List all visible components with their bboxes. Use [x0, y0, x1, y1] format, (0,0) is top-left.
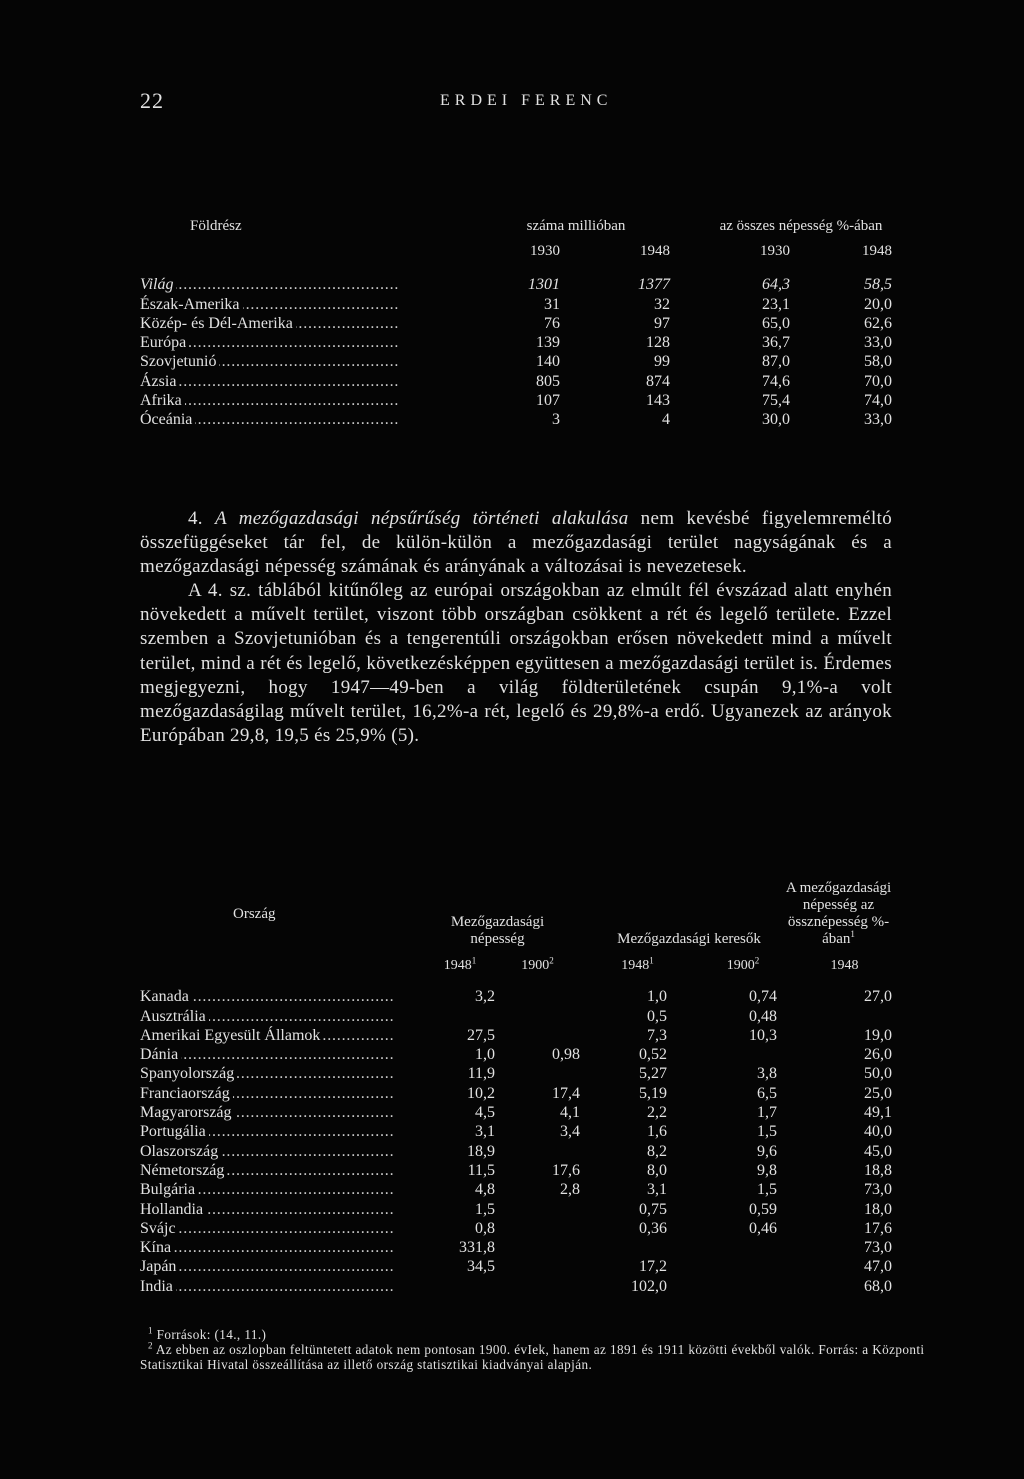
table1-row — [140, 333, 892, 352]
table1-row — [140, 295, 892, 314]
cell: 9,8 — [757, 1161, 777, 1179]
cell: 5,27 — [639, 1065, 667, 1083]
cell: 4,8 — [475, 1181, 495, 1199]
cell: 68,0 — [864, 1277, 892, 1295]
table2-group3-text: A mezőgazdasági népesség az össznépesség %-ában — [785, 880, 892, 947]
cell — [685, 1045, 785, 1064]
cell: 331,8 — [459, 1239, 495, 1257]
cell: 0,46 — [749, 1219, 777, 1237]
row-label: Kanada — [140, 988, 192, 1005]
cell: 1301 — [528, 276, 560, 294]
table2-year: 1948 — [830, 958, 859, 973]
cell: 1,0 — [647, 988, 667, 1006]
cell: 805 — [536, 372, 560, 390]
cell: 17,2 — [639, 1258, 667, 1276]
cell: 17,6 — [552, 1161, 580, 1179]
cell: 75,4 — [762, 392, 790, 410]
cell: 0,74 — [749, 988, 777, 1006]
page-header — [140, 88, 890, 118]
table2-row — [140, 1161, 892, 1180]
table2-year: 1900$^2$ — [726, 955, 760, 973]
cell: 0,98 — [552, 1046, 580, 1064]
cell: 1,6 — [647, 1123, 667, 1141]
cell: 18,0 — [864, 1200, 892, 1218]
cell — [495, 1142, 580, 1161]
table2-row — [140, 1122, 892, 1141]
table1-row — [140, 275, 892, 294]
cell: 26,0 — [864, 1046, 892, 1064]
cell: 73,0 — [864, 1239, 892, 1257]
cell: 107 — [536, 392, 560, 410]
cell: 7,3 — [647, 1026, 667, 1044]
table2-group1-header: Mezőgazdasági népesség — [450, 914, 545, 947]
cell: 6,5 — [757, 1084, 777, 1102]
agricultural-population-table — [140, 880, 892, 1296]
cell: 2,2 — [647, 1104, 667, 1122]
cell: 1,5 — [475, 1200, 495, 1218]
cell: 10,3 — [749, 1026, 777, 1044]
table2-group2-header: Mezőgazdasági keresők — [617, 931, 761, 947]
cell: 1,5 — [757, 1181, 777, 1199]
table2-row — [140, 1180, 892, 1199]
table2-group3-header — [785, 880, 892, 948]
cell: 11,5 — [467, 1161, 495, 1179]
cell: 47,0 — [864, 1258, 892, 1276]
cell: 3,2 — [475, 988, 495, 1006]
paragraph: A 4. sz. táblából kitűnőleg az európai országokban az elmúlt fél évszázad alatt enyhén növekedett a művelt terület, viszont több országban csökkent a rét és legelő területe. Ezzel szemben a Szovjetunióban és a tengerentúli országokban erősen növekedett mind a művelt terület, mind a rét és legelő, következésképpen együttesen a mezőgazdasági terület is. Érdemes megjegyezni, hogy 1947—49-ben a világ földterületének csupán 9,1%-a volt mezőgazdaságilag művelt terület, 16,2%-a rét, legelő és 29,8%-a erdő. Ugyanezek az arányok Európában 29,8, 19,5 és 25,9% (5). — [140, 580, 892, 746]
table1-year: 1930 — [530, 243, 560, 259]
cell: 45,0 — [864, 1142, 892, 1160]
cell: 70,0 — [864, 372, 892, 390]
table2-row — [140, 1026, 892, 1045]
row-label: Magyarország — [140, 1104, 235, 1121]
cell — [685, 1238, 785, 1257]
table2-row — [140, 1007, 892, 1026]
cell: 19,0 — [864, 1026, 892, 1044]
row-label: Kína — [140, 1239, 174, 1256]
cell: 8,0 — [647, 1161, 667, 1179]
row-label: Észak-Amerika — [140, 296, 243, 313]
row-label: India — [140, 1278, 176, 1295]
cell: 20,0 — [864, 295, 892, 313]
table1-row — [140, 372, 892, 391]
cell: 74,6 — [762, 372, 790, 390]
cell: 3,4 — [560, 1123, 580, 1141]
footnote-1: $^1$ Források: (14., 11.) — [148, 1325, 267, 1342]
cell — [685, 1257, 785, 1276]
footnotes — [140, 1327, 926, 1373]
cell: 40,0 — [864, 1123, 892, 1141]
cell: 58,5 — [864, 276, 892, 294]
table2-row — [140, 1257, 892, 1276]
table2-row — [140, 1238, 892, 1257]
cell: 23,1 — [762, 295, 790, 313]
cell: 3,1 — [647, 1181, 667, 1199]
cell: 18,9 — [467, 1142, 495, 1160]
cell: 27,0 — [864, 988, 892, 1006]
cell: 17,4 — [552, 1084, 580, 1102]
cell: 874 — [646, 372, 670, 390]
cell: 87,0 — [762, 353, 790, 371]
cell: 49,1 — [864, 1104, 892, 1122]
table1-col-label: Földrész — [190, 218, 242, 234]
page-number: 22 — [140, 88, 164, 113]
cell: 139 — [536, 334, 560, 352]
cell: 27,5 — [467, 1026, 495, 1044]
row-label: Hollandia — [140, 1201, 206, 1218]
table2-col-label: Ország — [233, 905, 276, 922]
table2-row — [140, 1142, 892, 1161]
table2-body — [140, 987, 892, 1296]
paragraph-italic-heading: A mezőgazdasági népsűrűség történeti alakulása — [215, 508, 629, 529]
cell — [785, 1007, 892, 1026]
cell: 33,0 — [864, 334, 892, 352]
row-label: Afrika — [140, 392, 185, 409]
cell: 73,0 — [864, 1181, 892, 1199]
cell: 3,8 — [757, 1065, 777, 1083]
cell: 0,52 — [639, 1046, 667, 1064]
cell: 0,48 — [749, 1007, 777, 1025]
row-label: Európa — [140, 334, 189, 351]
cell: 1377 — [638, 276, 670, 294]
table1-year: 1930 — [760, 243, 790, 259]
cell: 4,5 — [475, 1104, 495, 1122]
row-label: Dánia — [140, 1046, 181, 1063]
body-text — [140, 507, 892, 748]
cell: 102,0 — [631, 1277, 667, 1295]
cell: 10,2 — [467, 1084, 495, 1102]
cell: 30,0 — [762, 411, 790, 429]
cell: 58,0 — [864, 353, 892, 371]
row-label: Ázsia — [140, 373, 179, 390]
cell: 64,3 — [762, 276, 790, 294]
table2-row — [140, 1219, 892, 1238]
cell: 74,0 — [864, 392, 892, 410]
table2-row — [140, 1103, 892, 1122]
footnote-2: $^2$ Az ebben az oszlopban feltüntetett adatok nem pontosan 1900. évIek, hanem az 1891 és 1911 közötti évekből valók. Forrás: a Központi Statisztikai Hivatal összeállítása az illető ország statisztikai kiadványai alapján. — [140, 1340, 925, 1373]
cell: 97 — [654, 314, 670, 332]
row-label: Közép- és Dél-Amerika — [140, 315, 296, 332]
paragraph-lead: 4. — [188, 508, 216, 529]
table1-year: 1948 — [640, 243, 670, 259]
row-label: Portugália — [140, 1123, 209, 1140]
cell — [495, 1026, 580, 1045]
cell: 36,7 — [762, 334, 790, 352]
cell: 143 — [646, 392, 670, 410]
cell — [495, 1238, 580, 1257]
row-label: Olaszország — [140, 1143, 221, 1160]
cell: 8,2 — [647, 1142, 667, 1160]
table2-row — [140, 1045, 892, 1064]
cell: 1,7 — [757, 1104, 777, 1122]
cell: 18,8 — [864, 1161, 892, 1179]
paragraph — [140, 507, 892, 579]
cell: 0,59 — [749, 1200, 777, 1218]
table1-row — [140, 410, 892, 429]
table2-year: 1900$^2$ — [521, 955, 554, 973]
table1-row — [140, 391, 892, 410]
cell: 1,0 — [475, 1046, 495, 1064]
cell: 2,8 — [560, 1181, 580, 1199]
cell: 9,6 — [757, 1142, 777, 1160]
cell: 1,5 — [757, 1123, 777, 1141]
cell — [495, 1257, 580, 1276]
cell — [395, 1277, 495, 1296]
table1-row — [140, 352, 892, 371]
table2-row — [140, 1277, 892, 1296]
cell: 4 — [662, 411, 670, 429]
cell: 140 — [536, 353, 560, 371]
cell — [495, 1064, 580, 1083]
cell: 0,8 — [475, 1219, 495, 1237]
cell: 25,0 — [864, 1084, 892, 1102]
cell: 99 — [654, 353, 670, 371]
cell — [495, 987, 580, 1006]
cell: 33,0 — [864, 411, 892, 429]
cell — [495, 1219, 580, 1238]
table2-year: 1948$^1$ — [621, 955, 654, 973]
row-label: Németország — [140, 1162, 227, 1179]
table2-row — [140, 1084, 892, 1103]
row-label: Ausztrália — [140, 1008, 209, 1025]
cell: 5,19 — [639, 1084, 667, 1102]
cell — [685, 1277, 785, 1296]
cell: 0,5 — [647, 1007, 667, 1025]
cell: 65,0 — [762, 314, 790, 332]
table2-row — [140, 987, 892, 1006]
cell: 3 — [552, 411, 560, 429]
cell: 34,5 — [467, 1258, 495, 1276]
table1-year: 1948 — [862, 243, 892, 259]
running-title: ERDEI FERENC — [440, 92, 613, 109]
table1-row — [140, 314, 892, 333]
table2-year: 1948$^1$ — [443, 955, 477, 973]
cell: 76 — [544, 314, 560, 332]
cell — [495, 1277, 580, 1296]
table2-row — [140, 1064, 892, 1083]
cell — [395, 1007, 495, 1026]
cell: 0,36 — [639, 1219, 667, 1237]
cell: 31 — [544, 295, 560, 313]
paragraph-rest: nem kevésbé figyelemreméltó összefüggéseket tár fel, de külön-külön a mezőgazdasági terület nagyságának és a mezőgazdasági népesség számának és arányának a változásai is nevezetesek. — [140, 508, 892, 578]
row-label: Spanyolország — [140, 1065, 237, 1082]
continent-population-table — [140, 218, 892, 430]
footnote-mark: 1 — [850, 929, 855, 939]
cell: 3,1 — [475, 1123, 495, 1141]
row-label: Amerikai Egyesült Államok — [140, 1027, 323, 1044]
cell: 0,75 — [639, 1200, 667, 1218]
cell: 50,0 — [864, 1065, 892, 1083]
row-label: Világ — [140, 276, 176, 293]
cell: 17,6 — [864, 1219, 892, 1237]
row-label: Svájc — [140, 1220, 179, 1237]
cell: 32 — [654, 295, 670, 313]
cell: 128 — [646, 334, 670, 352]
row-label: Franciaország — [140, 1085, 233, 1102]
table2-row — [140, 1200, 892, 1219]
cell — [580, 1238, 685, 1257]
cell: 11,9 — [467, 1065, 495, 1083]
table1-group1-header: száma millióban — [526, 218, 626, 234]
row-label: Japán — [140, 1258, 179, 1275]
table1-group2-header: az összes népesség %-ában — [719, 218, 883, 234]
cell: 4,1 — [560, 1104, 580, 1122]
cell — [495, 1200, 580, 1219]
row-label: Szovjetunió — [140, 353, 219, 370]
cell: 62,6 — [864, 314, 892, 332]
cell — [495, 1007, 580, 1026]
row-label: Bulgária — [140, 1181, 198, 1198]
row-label: Óceánia — [140, 411, 195, 428]
